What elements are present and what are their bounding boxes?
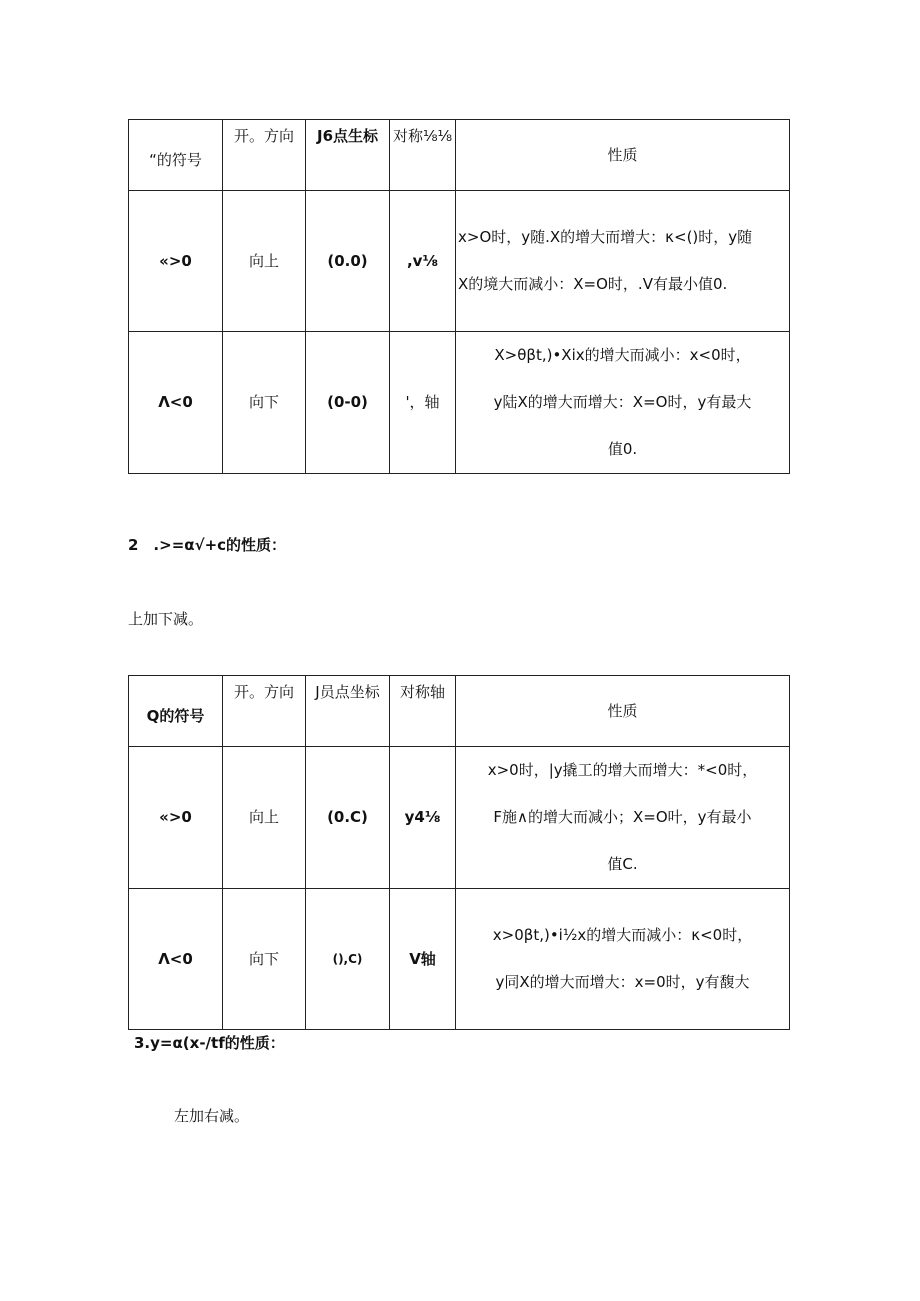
cell-direction: 向上 bbox=[223, 747, 306, 889]
cell-vertex: (0.0) bbox=[306, 191, 390, 332]
property-line: y陆X的增大而增大：X=O时，y有最大 bbox=[493, 393, 752, 411]
cell-vertex: (),C) bbox=[306, 889, 390, 1030]
cell-direction: 向下 bbox=[223, 332, 306, 474]
table-header-row bbox=[129, 676, 790, 747]
properties-table-2 bbox=[128, 675, 790, 1030]
cell-axis: ,v⅛ bbox=[390, 191, 456, 332]
section-note-3: 左加右减。 bbox=[174, 1107, 250, 1125]
property-line: x>0时，|y撬工的增大而增大：*<0时， bbox=[487, 761, 758, 779]
header-axis: 对称轴 bbox=[390, 676, 456, 747]
cell-sign: Λ<0 bbox=[129, 332, 223, 474]
cell-property bbox=[456, 332, 790, 474]
table-header-row bbox=[129, 120, 790, 191]
cell-direction: 向下 bbox=[223, 889, 306, 1030]
header-vertex: J员点坐标 bbox=[306, 676, 390, 747]
header-sign: Q的符号 bbox=[129, 676, 223, 747]
header-sign: “的符号 bbox=[129, 120, 223, 191]
cell-property bbox=[456, 889, 790, 1030]
table-row bbox=[129, 747, 790, 889]
table-row bbox=[129, 889, 790, 1030]
cell-property bbox=[456, 191, 790, 332]
property-line: x>O时，y随.X的增大而增大：κ<()时，y随 bbox=[458, 228, 753, 246]
cell-axis: V轴 bbox=[390, 889, 456, 1030]
property-line: y同X的增大而增大：x=0时，y有馥大 bbox=[495, 973, 750, 991]
cell-axis: '，轴 bbox=[390, 332, 456, 474]
section-heading-3: 3.y=α(x-/tf的性质： bbox=[134, 1034, 285, 1052]
cell-direction: 向上 bbox=[223, 191, 306, 332]
property-line: F施∧的增大而减小；X=O叶，y有最小 bbox=[493, 808, 752, 826]
cell-property bbox=[456, 747, 790, 889]
section-heading-2: 2 .>=α√+c的性质： bbox=[128, 536, 287, 554]
header-direction: 开。方向 bbox=[223, 676, 306, 747]
cell-sign: «>0 bbox=[129, 747, 223, 889]
table-row bbox=[129, 332, 790, 474]
header-property: 性质 bbox=[456, 676, 790, 747]
property-line: 值C. bbox=[607, 855, 638, 873]
header-vertex: J6点生标 bbox=[306, 120, 390, 191]
property-line: 值0. bbox=[607, 440, 638, 458]
cell-sign: «>0 bbox=[129, 191, 223, 332]
header-property: 性质 bbox=[456, 120, 790, 191]
property-line: X>θβt,)•Xix的增大而减小：x<0时， bbox=[494, 346, 751, 364]
cell-sign: Λ<0 bbox=[129, 889, 223, 1030]
properties-table-1 bbox=[128, 119, 790, 474]
cell-vertex: (0.C) bbox=[306, 747, 390, 889]
cell-axis: y4⅛ bbox=[390, 747, 456, 889]
property-line: x>0βt,)•i½x的增大而减小：κ<0时， bbox=[492, 926, 753, 944]
header-axis: 对称⅛⅛ bbox=[390, 120, 456, 191]
cell-vertex: (0-0) bbox=[306, 332, 390, 474]
header-direction: 开。方向 bbox=[223, 120, 306, 191]
section-note-2: 上加下减。 bbox=[128, 610, 204, 628]
table-row bbox=[129, 191, 790, 332]
property-line: X的境大而减小：X=O时，.V有最小值0. bbox=[458, 275, 728, 293]
